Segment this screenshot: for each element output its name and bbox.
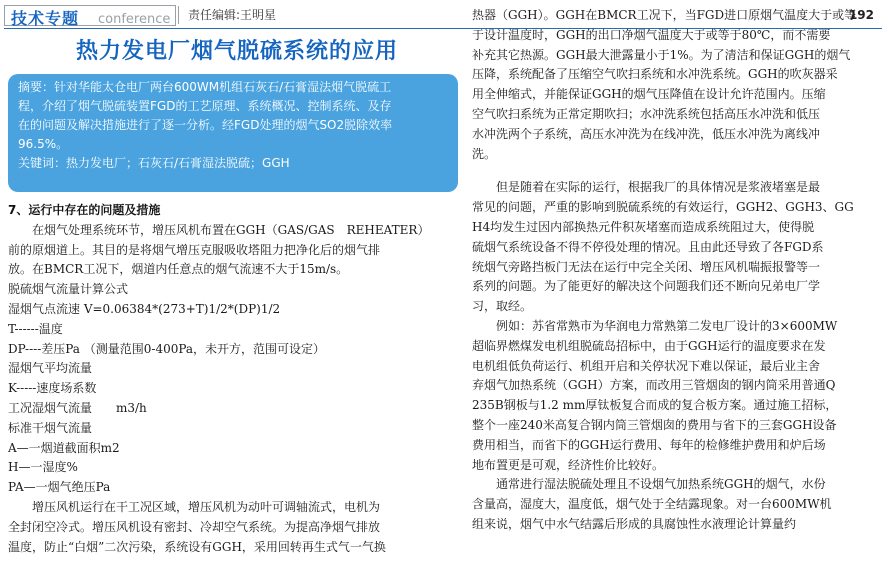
text-line: 压降，系统配备了压缩空气吹扫系统和水冲洗系统。GGH的吹灰器采 xyxy=(472,67,838,82)
text-line: 放。在BMCR工况下，烟道内任意点的烟气流速不大于15m/s。 xyxy=(8,262,349,277)
text-line: 用全伸缩式，并能保证GGH的烟气压降值在设计允许范围内。压缩 xyxy=(472,87,826,102)
text-line: 整个一座240米高复合钢内筒三管烟囱的费用与省下的三套GGH设备 xyxy=(472,417,837,432)
text-line: PA—一烟气绝压Pa xyxy=(8,480,111,495)
text-line: 常见的问题，严重的影响到脱硫系统的有效运行，GGH2、GGH3、GG xyxy=(472,200,854,215)
text-line: H4均发生过因内部换热元件积灰堵塞而造成系统阻过大，使得脱 xyxy=(472,219,815,234)
text-line: 组来说，烟气中水气结露后形成的具腐蚀性水液理论计算量约 xyxy=(472,516,797,531)
text-line: 洗。 xyxy=(472,146,497,161)
text-line: 通常进行湿法脱硫处理且不设烟气加热系统GGH的烟气，水份 xyxy=(496,477,826,492)
text-line: 空气吹扫系统为正常定期吹扫；水冲洗系统包括高压水冲洗和低压 xyxy=(472,106,821,121)
text-line: 但是随着在实际的运行，根据我厂的具体情况是浆液堵塞是最 xyxy=(496,180,821,195)
text-line: 工况湿烟气流量 m3/h xyxy=(8,400,147,415)
text-line: 系列的问题。为了能更好的解决这个问题我们还不断向兄弟电厂学 xyxy=(472,279,821,294)
text-line: 脱硫烟气流量计算公式 xyxy=(8,282,129,297)
text-line: 习，取经。 xyxy=(472,299,533,314)
text-line: T------温度 xyxy=(8,321,63,336)
text-line: 电机组低负荷运行、机组开启和关停状况下难以保证，最后业主舍 xyxy=(472,358,821,373)
abstract-line: 程，介绍了烟气脱硫装置FGD的工艺原理、系统概况、控制系统、及存 xyxy=(18,99,392,113)
text-line: 费用相当，而省下的GGH运行费用、每年的检修维护费用和炉后场 xyxy=(472,437,826,452)
text-line: 在烟气处理系统环节，增压风机布置在GGH（GAS/GAS REHEATER） xyxy=(32,222,430,237)
text-line: 热器（GGH）。GGH在BMCR工况下，当FGD进口原烟气温度大于或等 xyxy=(472,8,857,22)
section-title: 技术专题 xyxy=(11,9,80,28)
text-line: 标准干烟气流量 xyxy=(8,420,93,435)
text-line: 地布置更是可观，经济性价比较好。 xyxy=(472,457,665,472)
right-column xyxy=(472,6,876,535)
header-separator xyxy=(178,6,179,24)
text-line: 增压风机运行在干工况区域，增压风机为动叶可调轴流式，电机为 xyxy=(32,499,381,514)
text-line: 水冲洗两个子系统，高压水冲洗为在线冲洗，低压水冲洗为离线冲 xyxy=(472,126,821,141)
abstract-line: 摘要：针对华能太仓电厂两台600WM机组石灰石/石膏湿法烟气脱硫工 xyxy=(18,80,392,94)
text-line: 前的原烟道上。其目的是将烟气增压克服吸收塔阻力把净化后的烟气排 xyxy=(8,242,381,257)
text-line: 湿烟气点流速 V=0.06384*(273+T)1/2*(DP)1/2 xyxy=(8,301,281,316)
text-line: 于设计温度时，GGH的出口净烟气温度大于或等于80℃，而不需要 xyxy=(472,27,831,42)
text-line: K-----速度场系数 xyxy=(8,381,97,396)
text-line: H—一湿度% xyxy=(8,460,78,475)
paragraph-gap xyxy=(472,164,876,178)
text-line: 全封闭空冷式。增压风机设有密封、冷却空气系统。为提高净烟气排放 xyxy=(8,519,381,534)
text-line: 温度，防止“白烟”二次污染，系统设有GGH，采用回转再生式气一气换 xyxy=(8,539,386,554)
abstract-box xyxy=(8,74,458,192)
page-number: 192 xyxy=(848,8,874,22)
section-heading: 7、运行中存在的问题及措施 xyxy=(8,203,161,217)
keywords-line: 关键词：热力发电厂；石灰石/石膏湿法脱硫；GGH xyxy=(18,156,290,170)
text-line: 例如：苏省常熟市为华润电力常熟第二发电厂设计的3×600MW xyxy=(496,318,838,333)
text-line: A—一烟道截面积m2 xyxy=(8,440,120,455)
text-line: 235B钢板与1.2 mm厚钛板复合而成的复合板方案。通过施工招标， xyxy=(472,398,838,413)
section-tag xyxy=(4,5,176,26)
abstract-line: 96.5%。 xyxy=(18,137,69,151)
article-title: 热力发电厂烟气脱硫系统的应用 xyxy=(75,39,398,64)
text-line: 含量高，湿度大，温度低，烟气处于全结露现象。对一台600MW机 xyxy=(472,497,832,512)
section-subtitle: conference xyxy=(98,12,171,27)
text-line: 补充其它热源。GGH最大泄露量小于1%。为了清洁和保证GGH的烟气 xyxy=(472,47,851,62)
editor-credit: 责任编辑:王明星 xyxy=(188,8,277,22)
text-line: 湿烟气平均流量 xyxy=(8,361,93,376)
text-line: 弃烟气加热系统（GGH）方案，而改用三管烟囱的钢内筒采用普通Q xyxy=(472,378,836,393)
text-line: 统烟气旁路挡板门无法在运行中完全关闭、增压风机喘振报警等一 xyxy=(472,259,821,274)
left-column xyxy=(8,201,458,557)
text-line: 硫烟气系统设备不得不停役处理的情况。且由此还导致了各FGD系 xyxy=(472,239,824,254)
text-line: DP----差压Pa （测量范围0-400Pa，未开方，范围可设定） xyxy=(8,341,326,356)
abstract-line: 在的问题及解决措施进行了逐一分析。经FGD处理的烟气SO2脱除效率 xyxy=(18,118,393,132)
text-line: 超临界燃煤发电机组脱硫岛招标中，由于GGH运行的温度要求在发 xyxy=(472,338,826,353)
